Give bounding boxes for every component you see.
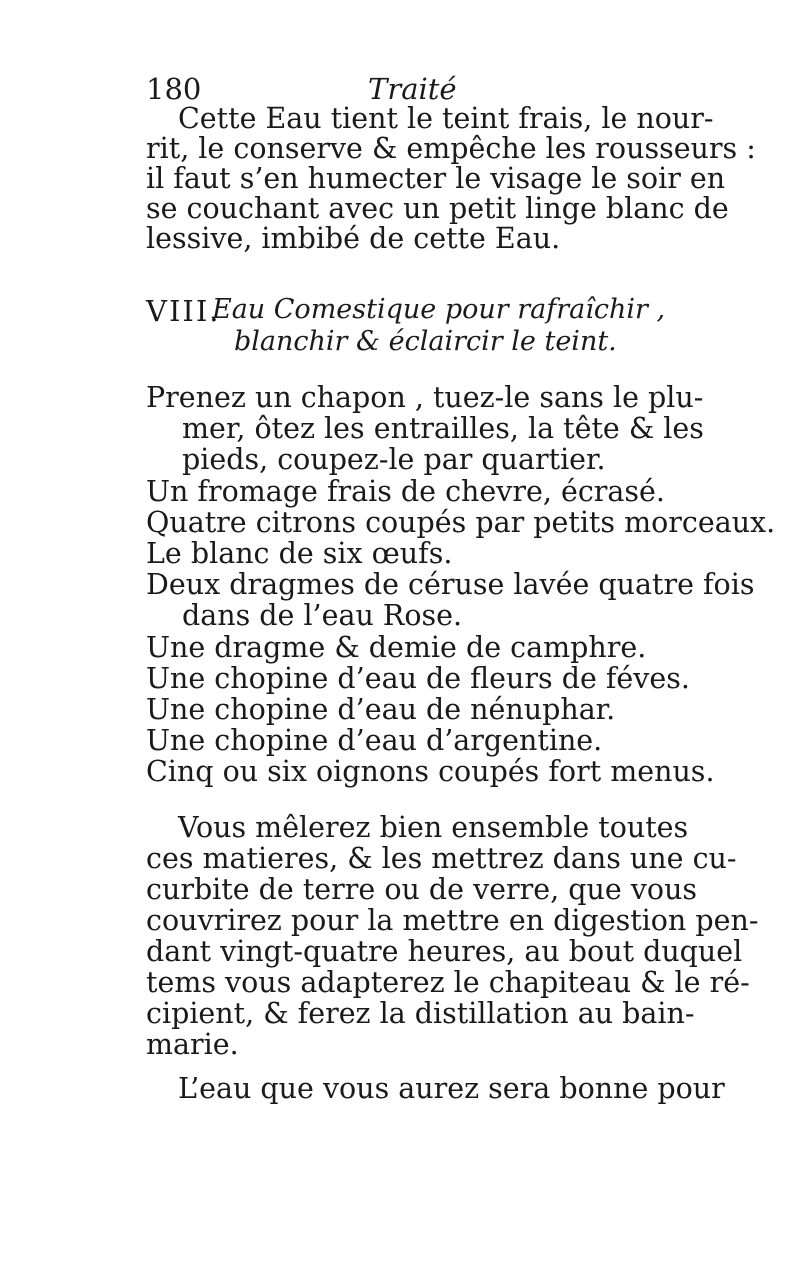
- text-line: lessive, imbibé de cette Eau.: [146, 222, 561, 255]
- ingredient-list: [146, 381, 776, 789]
- text-line: L’eau que vous aurez sera bonne pour: [178, 1072, 725, 1105]
- section-title-line: Eau Comestique pour rafraîchir ,: [212, 294, 666, 325]
- text-line: ces matieres, & les mettrez dans une cu-: [146, 842, 737, 875]
- final-paragraph: [146, 1072, 725, 1105]
- text-line: tems vous adapterez le chapiteau & le ré-: [146, 966, 750, 999]
- section-title-line: blanchir & éclaircir le teint.: [234, 326, 617, 357]
- text-line: marie.: [146, 1028, 239, 1061]
- method-paragraph: [146, 811, 759, 1061]
- list-item: pieds, coupez-le par quartier.: [182, 443, 606, 477]
- list-item: Cinq ou six oignons coupés fort menus.: [146, 755, 715, 789]
- list-item: dans de l’eau Rose.: [182, 599, 463, 633]
- list-item: Le blanc de six œufs.: [146, 536, 453, 570]
- text-line: Cette Eau tient le teint frais, le nour-: [178, 102, 714, 135]
- list-item: Un fromage frais de chevre, écrasé.: [146, 474, 665, 508]
- text-line: il faut s’en humecter le visage le soir en: [146, 162, 726, 195]
- list-item: Prenez un chapon , tuez-le sans le plu-: [146, 381, 704, 414]
- text-line: se couchant avec un petit linge blanc de: [146, 192, 729, 225]
- list-item: mer, ôtez les entrailles, la tête & les: [182, 412, 704, 446]
- running-title: Traité: [368, 72, 457, 106]
- list-item: Une dragme & demie de camphre.: [146, 630, 647, 664]
- section-number: VIII.: [146, 294, 221, 328]
- intro-paragraph: [146, 102, 756, 255]
- text-line: rit, le conserve & empêche les rousseurs :: [146, 132, 756, 165]
- list-item: Une chopine d’eau de fleurs de féves.: [146, 661, 690, 695]
- list-item: Quatre citrons coupés par petits morceaux.: [146, 505, 776, 539]
- text-line: cipient, & ferez la distillation au bain-: [146, 997, 695, 1030]
- list-item: Une chopine d’eau d’argentine.: [146, 724, 603, 758]
- text-line: Vous mêlerez bien ensemble toutes: [178, 811, 689, 844]
- text-line: couvrirez pour la mettre en digestion pen-: [146, 904, 759, 937]
- text-line: dant vingt-quatre heures, au bout duquel: [146, 935, 743, 968]
- text-line: curbite de terre ou de verre, que vous: [146, 873, 698, 906]
- list-item: Une chopine d’eau de nénuphar.: [146, 692, 616, 726]
- page-number: 180: [146, 72, 202, 106]
- list-item: Deux dragmes de céruse lavée quatre fois: [146, 568, 755, 602]
